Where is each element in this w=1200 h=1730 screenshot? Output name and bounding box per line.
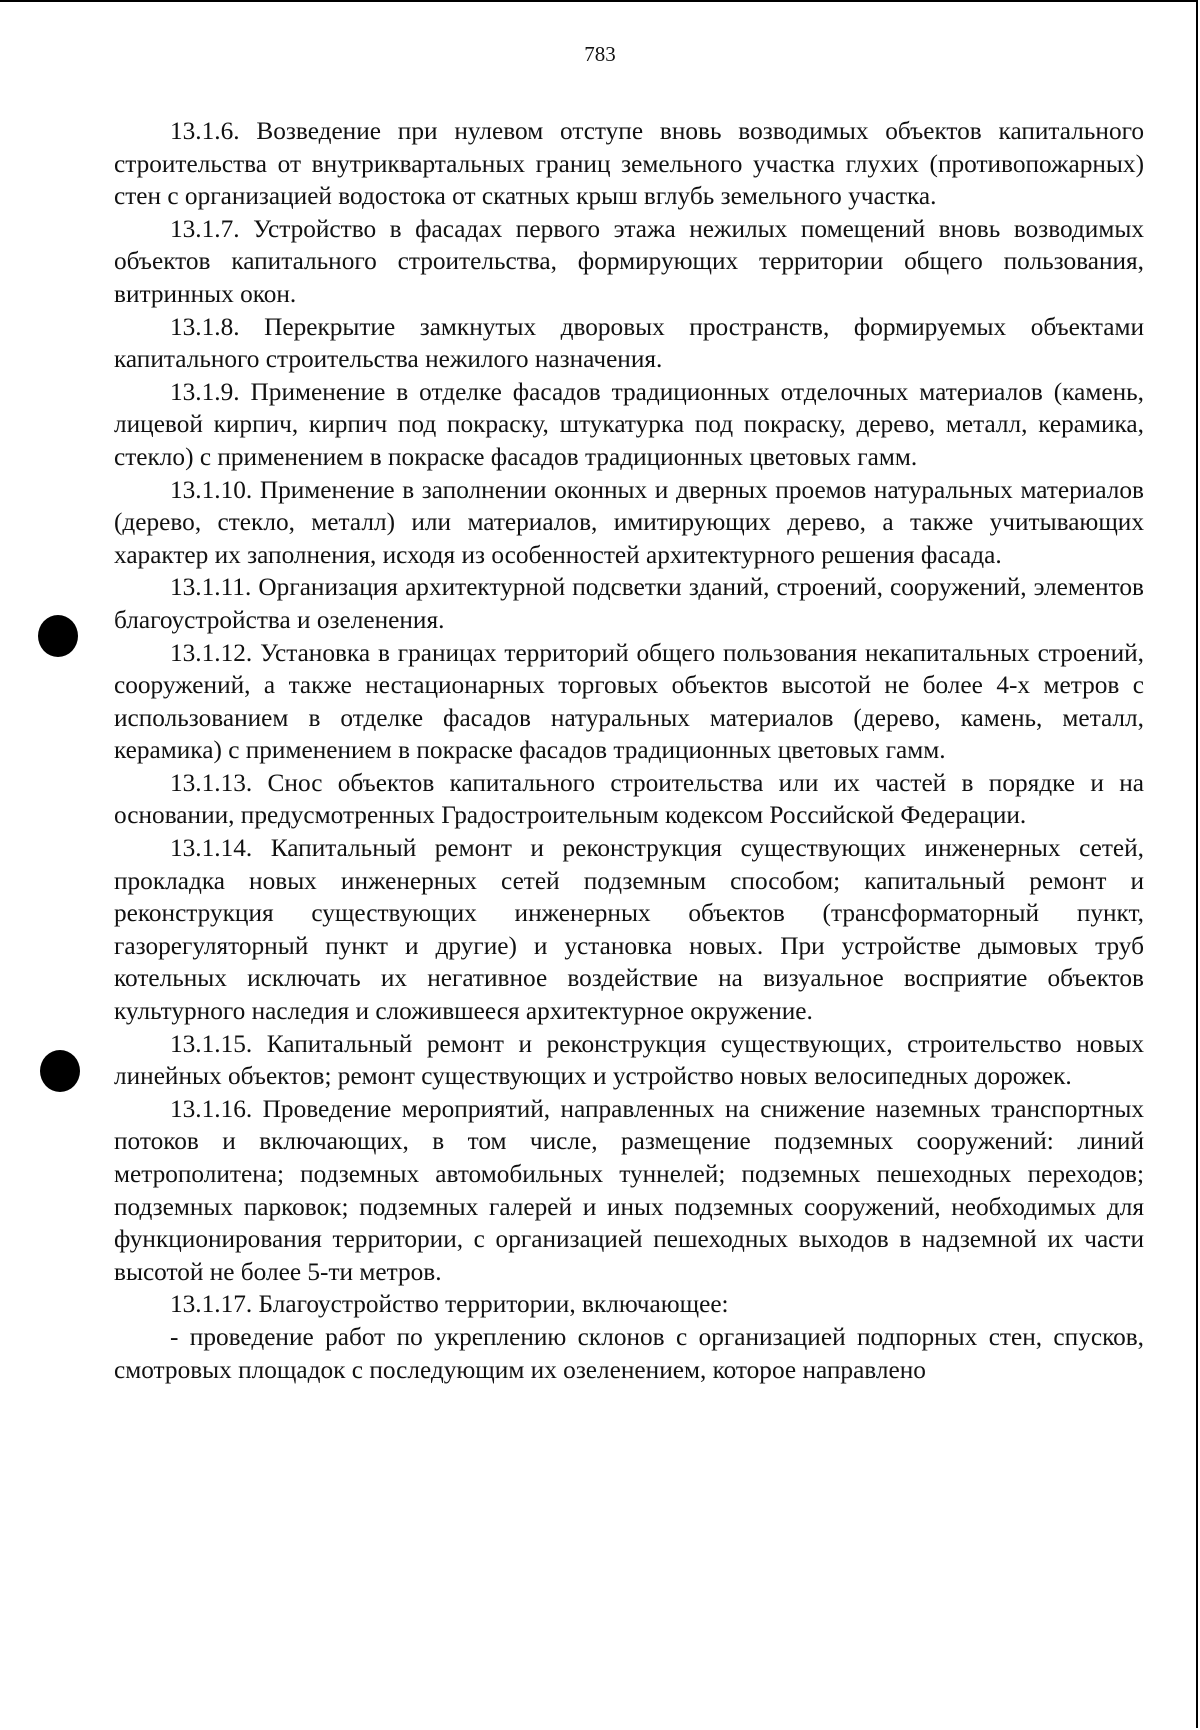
list-item-slope-works: - проведение работ по укреплению склонов с организацией подпорных стен, спусков, смотровых площадок с последующим их озеленением, которое направлено <box>114 1322 1144 1384</box>
clause-13-1-17: 13.1.17. Благоустройство территории, включающее: <box>170 1290 729 1319</box>
clause-13-1-6: 13.1.6. Возведение при нулевом отступе вновь возводимых объектов капитального строительства от внутриквартальных границ земельного участка глухих (противопожарных) стен с организацией водостока от скатных крыш вглубь земельного участка. <box>114 117 1144 211</box>
document-body <box>114 115 1144 1386</box>
clause-13-1-15: 13.1.15. Капитальный ремонт и реконструкция существующих, строительство новых линейных объектов; ремонт существующих и устройство новых велосипедных дорожек. <box>114 1029 1144 1091</box>
punch-hole-mark <box>38 615 78 657</box>
clause-13-1-11: 13.1.11. Организация архитектурной подсветки зданий, строений, сооружений, элементов благоустройства и озеленения. <box>114 573 1144 634</box>
clause-13-1-8: 13.1.8. Перекрытие замкнутых дворовых пространств, формируемых объектами капитального строительства нежилого назначения. <box>114 312 1144 374</box>
clause-13-1-7: 13.1.7. Устройство в фасадах первого этажа нежилых помещений вновь возводимых объектов капитального строительства, формирующих территории общего пользования, витринных окон. <box>114 214 1144 308</box>
clause-13-1-14: 13.1.14. Капитальный ремонт и реконструкция существующих инженерных сетей, прокладка новых инженерных сетей подземным способом; капитальный ремонт и реконструкция существующих инженерных объектов (трансформаторный пункт, газорегуляторный пункт и другие) и установка новых. При устройстве дымовых труб котельных исключать их негативное воздействие на визуальное восприятие объектов культурного наследия и сложившееся архитектурное окружение. <box>114 834 1144 1026</box>
clause-13-1-10: 13.1.10. Применение в заполнении оконных и дверных проемов натуральных материалов (дерево, стекло, металл) или материалов, имитирующих дерево, а также учитывающих характер их заполнения, исходя из особенностей архитектурного решения фасада. <box>114 475 1144 569</box>
clause-13-1-12: 13.1.12. Установка в границах территорий общего пользования некапитальных строений, сооружений, а также нестационарных торговых объектов высотой не более 4-х метров с использованием в отделке фасадов натуральных материалов (дерево, камень, металл, керамика) с применением в покраске фасадов традиционных цветовых гамм. <box>114 638 1144 765</box>
clause-13-1-9: 13.1.9. Применение в отделке фасадов традиционных отделочных материалов (камень, лицевой кирпич, кирпич под покраску, штукатурка под покраску, дерево, металл, керамика, стекло) с применением в покраске фасадов традиционных цветовых гамм. <box>114 377 1144 471</box>
punch-hole-mark <box>40 1050 80 1092</box>
page-number: 783 <box>584 42 616 66</box>
clause-13-1-16: 13.1.16. Проведение мероприятий, направленных на снижение наземных транспортных потоков и включающих, в том числе, размещение подземных сооружений: линий метрополитена; подземных автомобильных туннелей; подземных пешеходных переходов; подземных парковок; подземных галерей и иных подземных сооружений, необходимых для функционирования территории, с организацией пешеходных выходов в надземной их части высотой не более 5-ти метров. <box>114 1094 1144 1286</box>
clause-13-1-13: 13.1.13. Снос объектов капитального строительства или их частей в порядке и на основании, предусмотренных Градостроительным кодексом Российской Федерации. <box>114 768 1144 830</box>
